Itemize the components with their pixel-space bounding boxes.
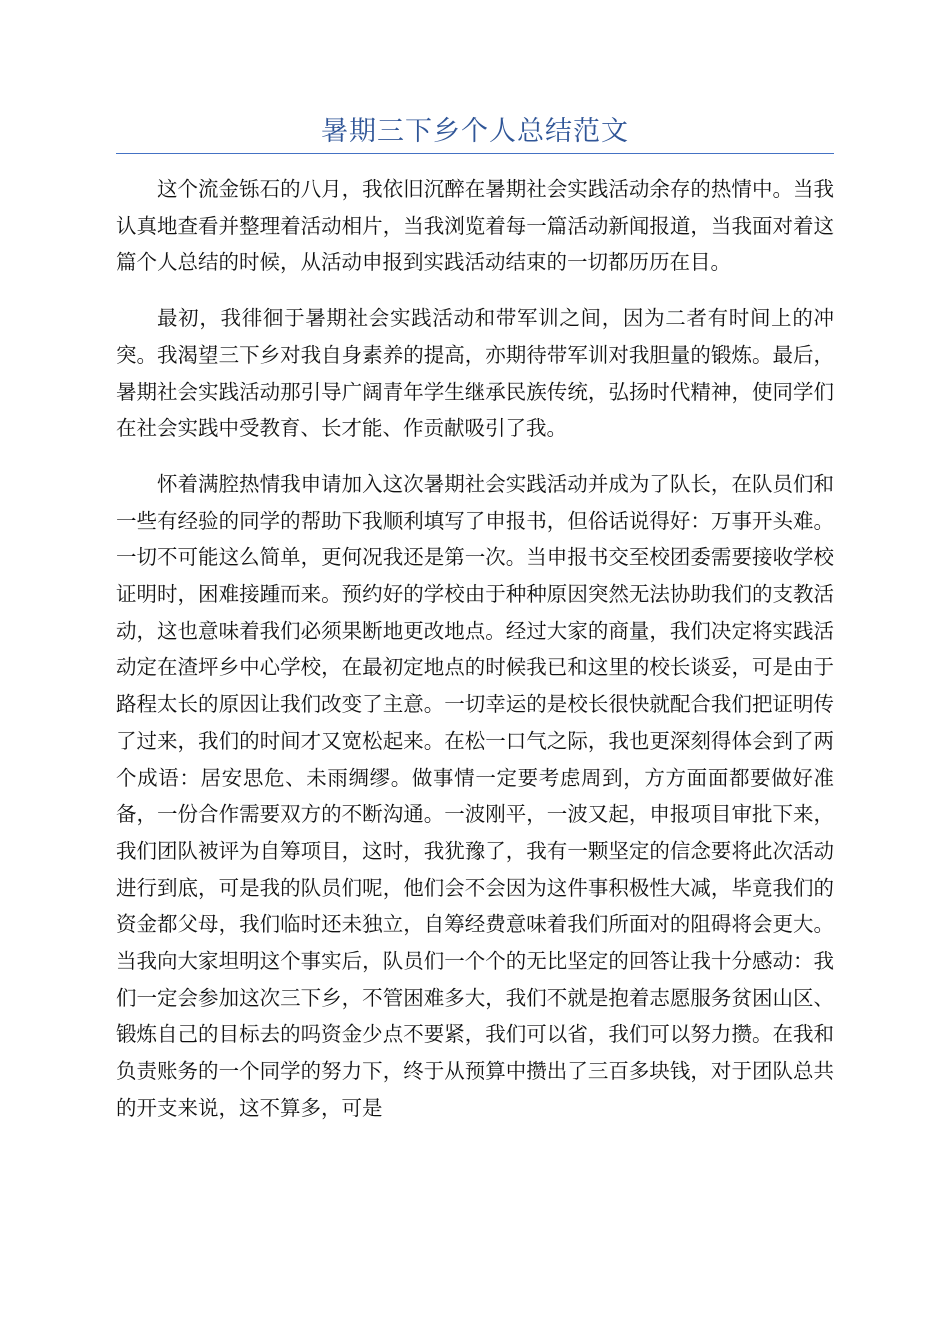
document-title: 暑期三下乡个人总结范文 xyxy=(321,116,629,147)
title-underline xyxy=(116,153,834,154)
paragraph-3: 怀着满腔热情我申请加入这次暑期社会实践活动并成为了队长，在队员们和一些有经验的同学的帮助下我顺利填写了申报书，但俗话说得好：万事开头难。一切不可能这么简单，更何况我还是第一次。当申报书交至校团委需要接收学校证明时，困难接踵而来。预约好的学校由于种种原因突然无法协助我们的支教活动，这也意味着我们必须果断地更改地点。经过大家的商量，我们决定将实践活动定在渣坪乡中心学校，在最初定地点的时候我已和这里的校长谈妥，可是由于路程太长的原因让我们改变了主意。一切幸运的是校长很快就配合我们把证明传了过来，我们的时间才又宽松起来。在松一口气之际，我也更深刻得体会到了两个成语：居安思危、未雨绸缪。做事情一定要考虑周到，方方面面都要做好准备，一份合作需要双方的不断沟通。一波刚平，一波又起，申报项目审批下来，我们团队被评为自筹项目，这时，我犹豫了，我有一颗坚定的信念要将此次活动进行到底，可是我的队员们呢，他们会不会因为这件事积极性大减，毕竟我们的资金都父母，我们临时还未独立，自筹经费意味着我们所面对的阻碍将会更大。当我向大家坦明这个事实后，队员们一个个的无比坚定的回答让我十分感动：我们一定会参加这次三下乡，不管困难多大，我们不就是抱着志愿服务贫困山区、锻炼自己的目标去的吗资金少点不要紧，我们可以省，我们可以努力攒。在我和负责账务的一个同学的努力下，终于从预算中攒出了三百多块钱，对于团队总共的开支来说，这不算多，可是 xyxy=(116,471,834,1120)
paragraph-1: 这个流金铄石的八月，我依旧沉醉在暑期社会实践活动余存的热情中。当我认真地查看并整理着活动相片，当我浏览着每一篇活动新闻报道，当我面对着这篇个人总结的时候，从活动申报到实践活动结束的一切都历历在目。 xyxy=(116,177,834,275)
document-body xyxy=(116,171,834,1146)
paragraph-2: 最初，我徘徊于暑期社会实践活动和带军训之间，因为二者有时间上的冲突。我渴望三下乡对我自身素养的提高，亦期待带军训对我胆量的锻炼。最后，暑期社会实践活动那引导广阔青年学生继承民族传统，弘扬时代精神，使同学们在社会实践中受教育、长才能、作贡献吸引了我。 xyxy=(116,306,834,441)
